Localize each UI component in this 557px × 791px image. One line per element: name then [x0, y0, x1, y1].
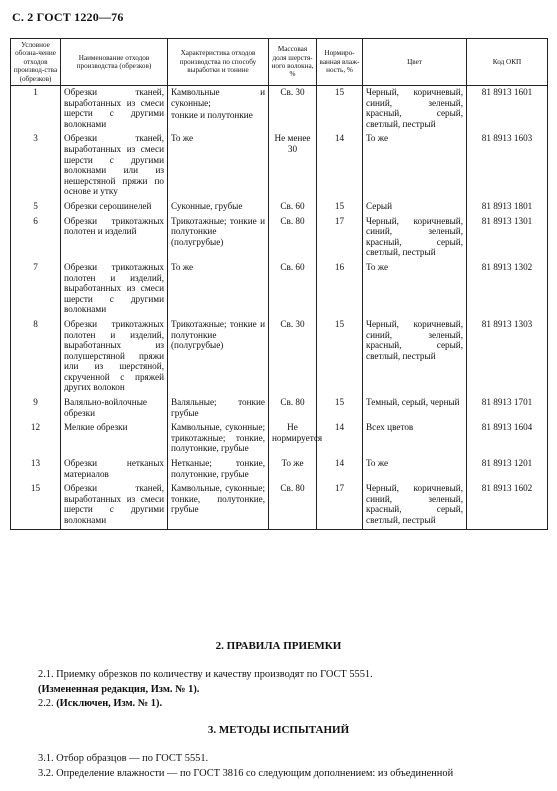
table-row — [11, 215, 548, 261]
cell-mass: Св. 60 — [269, 261, 317, 318]
cell-color: То же — [363, 261, 467, 318]
cell-color: Всех цветов — [363, 421, 467, 457]
cell-mass: Св. 80 — [269, 482, 317, 529]
cell-name: Обрезки трикотажных полотен и изделий, выработанных из полушерстяной пряжи или из шерстяной, скрученной с пряжей других волокон — [61, 318, 168, 396]
characteristic-text: Нетканые; тонкие, полутонкие, грубые — [171, 458, 265, 479]
characteristic-text: То же — [171, 133, 194, 144]
para-2-2-number: 2.2. — [38, 698, 54, 709]
cell-code: 15 — [11, 482, 61, 529]
cell-moisture: 15 — [317, 86, 363, 133]
cell-mass: Не нормируется — [269, 421, 317, 457]
col-mass-header: Массовая доля шерстя-ного волокна, % — [269, 39, 317, 86]
para-2-2-note: (Исключен, Изм. № 1). — [56, 698, 163, 709]
cell-color: То же — [363, 132, 467, 200]
para-2-1: 2.1. Приемку обрезков по количеству и качеству производят по ГОСТ 5551. — [38, 669, 373, 680]
para-2-1-note: (Измененная редакция, Изм. № 1). — [38, 684, 200, 695]
para-3-2: 3.2. Определение влажности — по ГОСТ 3816 со следующим дополнением: из объединенной — [38, 768, 454, 779]
cell-characteristic — [168, 200, 269, 215]
cell-characteristic — [168, 86, 269, 133]
col-moist-header: Нормиро-ванная влаж-ность, % — [317, 39, 363, 86]
cell-moisture: 14 — [317, 132, 363, 200]
section-2-title: 2. ПРАВИЛА ПРИЕМКИ — [215, 640, 342, 652]
cell-code: 5 — [11, 200, 61, 215]
cell-color: Черный, коричневый, синий, зеленый, красный, серый, светлый, пестрый — [363, 318, 467, 396]
cell-moisture: 16 — [317, 261, 363, 318]
cell-okp: 81 8913 1303 — [467, 318, 548, 396]
cell-characteristic — [168, 318, 269, 396]
col-name-header: Наименование отходов производства (обрезков) — [61, 39, 168, 86]
cell-name: Мелкие обрезки — [61, 421, 168, 457]
cell-okp: 81 8913 1302 — [467, 261, 548, 318]
table-row — [11, 200, 548, 215]
table-row — [11, 86, 548, 133]
cell-characteristic — [168, 132, 269, 200]
cell-characteristic — [168, 396, 269, 421]
cell-code: 6 — [11, 215, 61, 261]
characteristic-text: Камвольные, суконные; тонкие, полутонкие, грубые — [171, 483, 265, 515]
table-row — [11, 421, 548, 457]
cell-color: Черный, коричневый, синий, зеленый, красный, серый, светлый, пестрый — [363, 482, 467, 529]
section-3-title: 3. МЕТОДЫ ИСПЫТАНИЙ — [207, 724, 350, 736]
table-row — [11, 457, 548, 482]
cell-moisture: 15 — [317, 318, 363, 396]
cell-moisture: 14 — [317, 421, 363, 457]
cell-name: Валяльно-войлочные обрезки — [61, 396, 168, 421]
cell-mass: То же — [269, 457, 317, 482]
page-header: С. 2 ГОСТ 1220—76 — [12, 10, 124, 24]
table-row — [11, 482, 548, 529]
table-row — [11, 261, 548, 318]
para-3-1: 3.1. Отбор образцов — по ГОСТ 5551. — [38, 753, 209, 764]
cell-name: Обрезки нетканых материалов — [61, 457, 168, 482]
characteristic-text: Валяльные; тонкие грубые — [171, 397, 265, 418]
characteristic-text: Суконные, грубые — [171, 200, 243, 211]
characteristic-text: Трикотажные; тонкие и полутонкие (полугрубые) — [171, 215, 265, 247]
cell-okp: 81 8913 1604 — [467, 421, 548, 457]
table-row — [11, 396, 548, 421]
cell-okp: 81 8913 1602 — [467, 482, 548, 529]
cell-moisture: 15 — [317, 200, 363, 215]
cell-okp: 81 8913 1603 — [467, 132, 548, 200]
cell-characteristic — [168, 261, 269, 318]
cell-code: 7 — [11, 261, 61, 318]
cell-moisture: 17 — [317, 482, 363, 529]
table-row — [11, 318, 548, 396]
cell-code: 3 — [11, 132, 61, 200]
col-code-header: Условное обозна-чение отходов производ-ства (обрезков) — [11, 39, 61, 86]
cell-moisture: 15 — [317, 396, 363, 421]
characteristic-text: Трикотажные; тонкие и полутонкие (полугрубые) — [171, 318, 265, 351]
cell-name: Обрезки серошинелей — [61, 200, 168, 215]
cell-okp: 81 8913 1701 — [467, 396, 548, 421]
characteristic-subtext: тонкие и полутонкие — [171, 110, 253, 121]
cell-mass: Св. 80 — [269, 215, 317, 261]
characteristic-text: То же — [171, 261, 194, 272]
cell-mass: Св. 30 — [269, 318, 317, 396]
para-2-2 — [38, 697, 543, 710]
col-color-header: Цвет — [363, 39, 467, 86]
cell-name: Обрезки тканей, выработанных из смеси шерсти с другими волокнами — [61, 482, 168, 529]
cell-characteristic — [168, 457, 269, 482]
cell-name: Обрезки тканей, выработанных из смеси шерсти с другими волокнами или из нешерстяной пряжи по основе и утку — [61, 132, 168, 200]
cell-mass: Св. 30 — [269, 86, 317, 133]
cell-code: 12 — [11, 421, 61, 457]
cell-moisture: 14 — [317, 457, 363, 482]
cell-name: Обрезки тканей, выработанных из смеси шерсти с другими волокнами — [61, 86, 168, 133]
cell-characteristic — [168, 421, 269, 457]
table-row — [11, 132, 548, 200]
cell-moisture: 17 — [317, 215, 363, 261]
cell-color: Серый — [363, 200, 467, 215]
cell-color: Черный, коричневый, синий, зеленый, красный, серый, светлый, пестрый — [363, 86, 467, 133]
cell-okp: 81 8913 1801 — [467, 200, 548, 215]
cell-okp: 81 8913 1301 — [467, 215, 548, 261]
cell-mass: Св. 60 — [269, 200, 317, 215]
col-char-header: Характеристика отходов производства по способу выработки и тонине — [168, 39, 269, 86]
cell-okp: 81 8913 1201 — [467, 457, 548, 482]
characteristic-text: Камвольные, суконные; трикотажные; тонкие, полутонкие, грубые — [171, 422, 265, 454]
cell-code: 1 — [11, 86, 61, 133]
col-okp-header: Код ОКП — [467, 39, 548, 86]
cell-mass: Св. 80 — [269, 396, 317, 421]
cell-code: 9 — [11, 396, 61, 421]
table-header-row — [11, 39, 548, 86]
cell-characteristic — [168, 215, 269, 261]
cell-color: Темный, серый, черный — [363, 396, 467, 421]
cell-okp: 81 8913 1601 — [467, 86, 548, 133]
cell-color: То же — [363, 457, 467, 482]
cell-characteristic — [168, 482, 269, 529]
cell-mass: Не менее 30 — [269, 132, 317, 200]
cell-name: Обрезки трикотажных полотен и изделий, выработанных из смеси шерсти с другими волокнами — [61, 261, 168, 318]
cell-color: Черный, коричневый, синий, зеленый, красный, серый, светлый, пестрый — [363, 215, 467, 261]
characteristic-text: Камвольные и суконные; — [171, 87, 265, 108]
cell-name: Обрезки трикотажных полотен и изделий — [61, 215, 168, 261]
waste-table — [10, 38, 548, 530]
cell-code: 8 — [11, 318, 61, 396]
cell-code: 13 — [11, 457, 61, 482]
